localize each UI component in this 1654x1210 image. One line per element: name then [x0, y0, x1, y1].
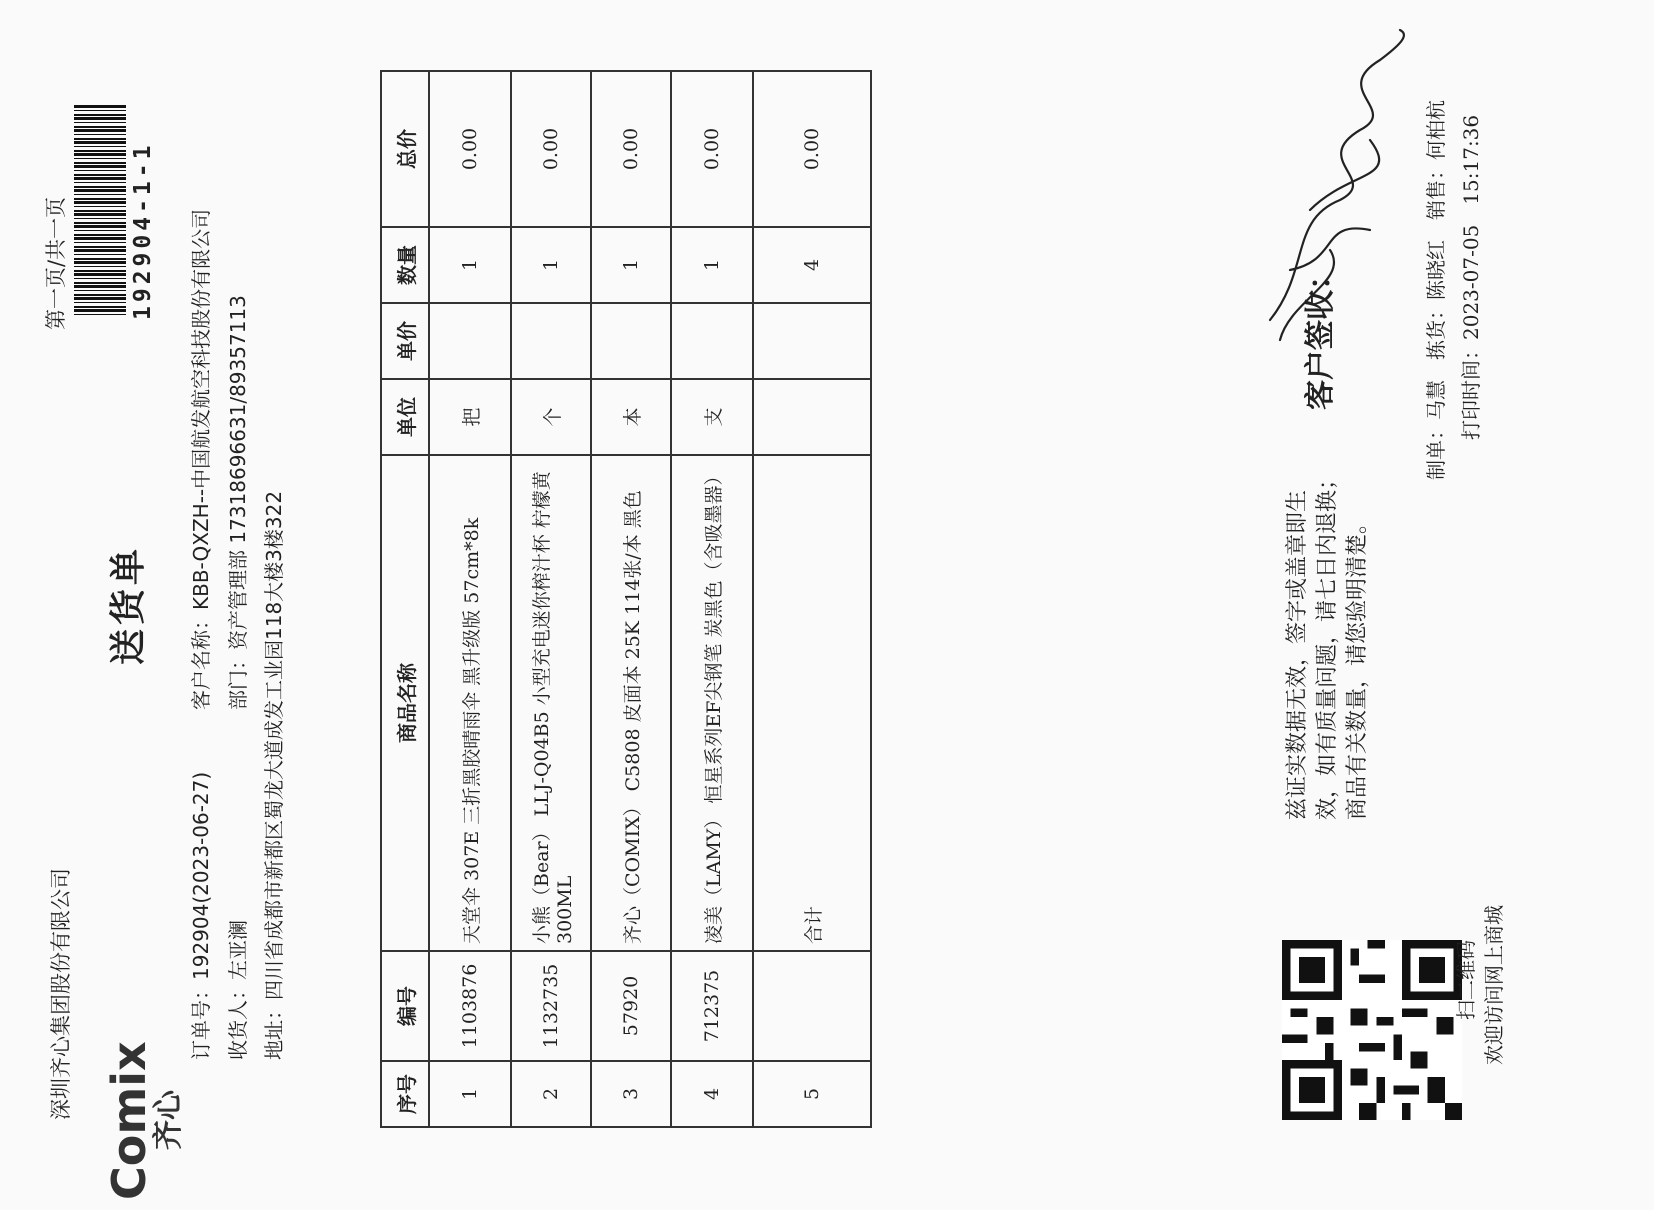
- cell-name: 合计: [753, 455, 871, 951]
- address: 地址：四川省成都市新都区蜀龙大道成发工业园118大楼3楼322: [262, 490, 286, 1060]
- table-row: [591, 71, 671, 1127]
- document-title: 送货单: [108, 544, 149, 665]
- cell-name: 齐心（COMIX） C5808 皮面本 25K 114张/本 黑色: [591, 455, 671, 951]
- page-info: 第一页/共一页: [44, 196, 68, 330]
- cell-code: 1103876: [429, 951, 511, 1061]
- table-header-name: 商品名称: [381, 455, 429, 951]
- table-header-total: 总价: [381, 71, 429, 227]
- cell-price: [511, 303, 591, 379]
- cell-total: 0.00: [429, 71, 511, 227]
- cell-price: [671, 303, 753, 379]
- table-row: [753, 71, 871, 1127]
- cell-seq: 1: [429, 1061, 511, 1127]
- notice-line-1: 兹证实数据无效，签字或盖章即生: [1285, 489, 1310, 820]
- department: 部门：资产管理部 17318696631/89357113: [226, 295, 250, 710]
- table-header-code: 编号: [381, 951, 429, 1061]
- cell-total: 0.00: [753, 71, 871, 227]
- cell-price: [591, 303, 671, 379]
- cell-code: 1132735: [511, 951, 591, 1061]
- cell-qty: 1: [429, 227, 511, 303]
- cell-name: 凌美（LAMY） 恒星系列EF尖钢笔 炭黑色（含吸墨器）: [671, 455, 753, 951]
- cell-unit: 支: [671, 379, 753, 455]
- cell-name: 小熊（Bear） LLJ-Q04B5 小型充电迷你榨汁杯 柠檬黄 300ML: [511, 455, 591, 951]
- cell-total: 0.00: [591, 71, 671, 227]
- cell-code: 57920: [591, 951, 671, 1061]
- table-header-qty: 数量: [381, 227, 429, 303]
- company-name: 深圳齐心集团股份有限公司: [49, 868, 73, 1120]
- table-header-row: [381, 71, 429, 1127]
- svg-text:Comix: Comix: [102, 1041, 156, 1200]
- table-header-unit: 单位: [381, 379, 429, 455]
- qr-code: [1282, 940, 1462, 1120]
- cell-seq: 2: [511, 1061, 591, 1127]
- cell-unit: 个: [511, 379, 591, 455]
- order-number: 订单号：192904(2023-06-27): [189, 771, 213, 1060]
- barcode: [74, 105, 126, 315]
- cell-total: 0.00: [671, 71, 753, 227]
- qr-caption-2: 欢迎访问网上商城: [1482, 905, 1506, 1065]
- table-row: [671, 71, 753, 1127]
- cell-qty: 1: [671, 227, 753, 303]
- cell-qty: 1: [591, 227, 671, 303]
- table-header-seq: 序号: [381, 1061, 429, 1127]
- cell-code: [753, 951, 871, 1061]
- cell-code: 712375: [671, 951, 753, 1061]
- cell-seq: 5: [753, 1061, 871, 1127]
- cell-name: 天堂伞 307E 三折黑胶晴雨伞 黑升级版 57cm*8k: [429, 455, 511, 951]
- table-row: [511, 71, 591, 1127]
- comix-logo: [100, 1010, 186, 1210]
- table-header-price: 单价: [381, 303, 429, 379]
- receiver: 收货人：左亚澜: [226, 920, 250, 1060]
- notice-line-3: 商品有关数量，请您验明清楚。: [1345, 511, 1370, 820]
- customer-sign-label: 客户签收：: [1303, 260, 1338, 410]
- customer-name: 客户名称：KBB-QXZH--中国航发航空科技股份有限公司: [189, 208, 213, 710]
- cell-seq: 3: [591, 1061, 671, 1127]
- signature-image: [1250, 20, 1420, 350]
- cell-qty: 1: [511, 227, 591, 303]
- table-row: [429, 71, 511, 1127]
- qr-caption-1: 扫二维码: [1454, 940, 1478, 1020]
- cell-seq: 4: [671, 1061, 753, 1127]
- cell-unit: [753, 379, 871, 455]
- cell-total: 0.00: [511, 71, 591, 227]
- items-table: [380, 72, 872, 1128]
- notice-line-2: 效，如有质量问题，请七日内退换；: [1315, 467, 1340, 820]
- staff-info: 制单：马慧 拣货：陈晓红 销售：何柏杭: [1424, 100, 1448, 480]
- cell-unit: 把: [429, 379, 511, 455]
- cell-price: [753, 303, 871, 379]
- cell-qty: 4: [753, 227, 871, 303]
- cell-unit: 本: [591, 379, 671, 455]
- svg-text:齐心: 齐心: [151, 1090, 186, 1150]
- barcode-number: 192904-1-1: [130, 141, 156, 320]
- print-time: 打印时间：2023-07-05 15:17:36: [1459, 114, 1483, 440]
- cell-price: [429, 303, 511, 379]
